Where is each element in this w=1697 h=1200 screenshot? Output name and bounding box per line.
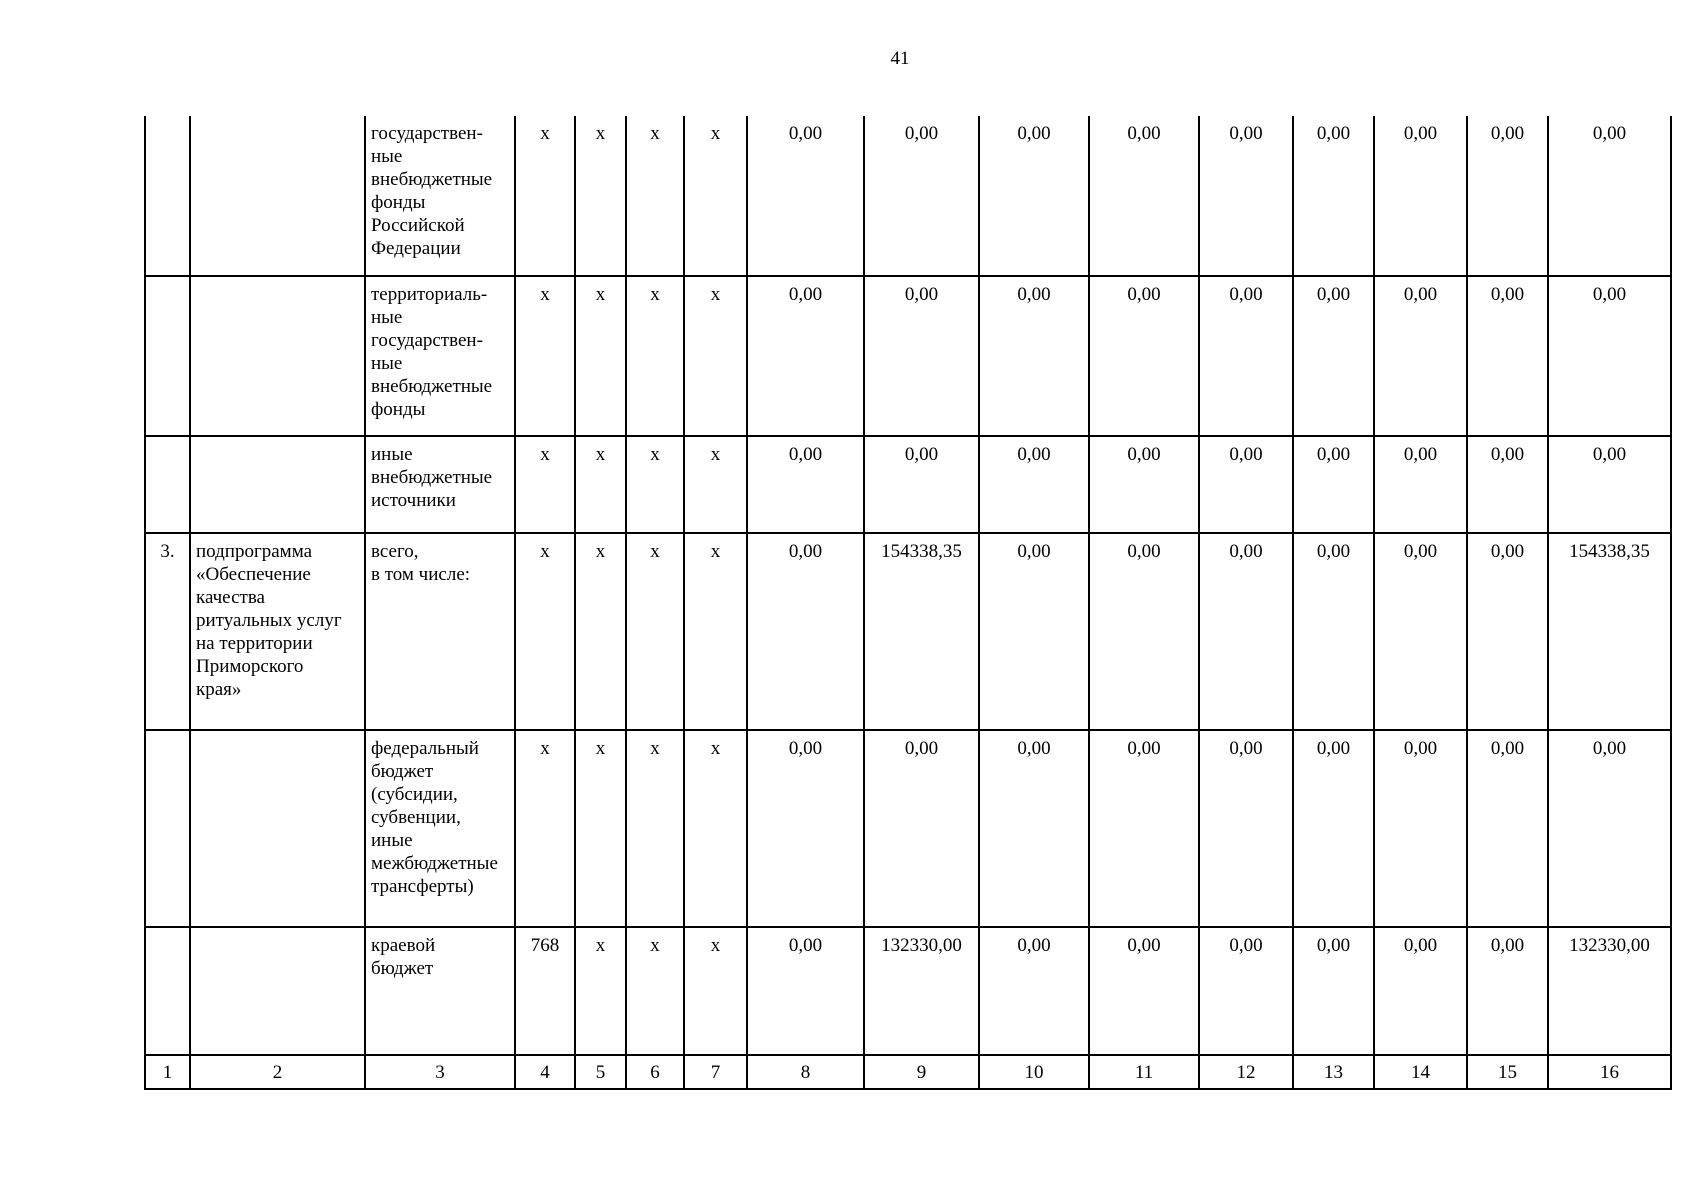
cell-col-11: 0,00 [1089, 927, 1199, 1055]
cell-funding-source: федеральный бюджет (субсидии, субвенции, иные межбюджетные трансферты) [365, 730, 515, 927]
cell-col-11: 0,00 [1089, 533, 1199, 730]
cell-col-5: х [575, 276, 626, 436]
column-number-cell: 9 [864, 1055, 979, 1089]
cell-col-4: х [515, 533, 575, 730]
cell-row-number [145, 436, 190, 533]
cell-funding-source: краевой бюджет [365, 927, 515, 1055]
cell-col-6: х [626, 927, 684, 1055]
cell-col-11: 0,00 [1089, 116, 1199, 276]
cell-col-14: 0,00 [1374, 436, 1467, 533]
cell-col-15: 0,00 [1467, 927, 1548, 1055]
cell-col-8: 0,00 [747, 533, 864, 730]
cell-col-12: 0,00 [1199, 116, 1293, 276]
column-number-cell: 5 [575, 1055, 626, 1089]
cell-col-9: 0,00 [864, 436, 979, 533]
cell-col-14: 0,00 [1374, 730, 1467, 927]
column-number-cell: 4 [515, 1055, 575, 1089]
cell-col-16: 0,00 [1548, 116, 1671, 276]
cell-col-4: х [515, 276, 575, 436]
column-number-cell: 12 [1199, 1055, 1293, 1089]
cell-col-5: х [575, 436, 626, 533]
cell-col-14: 0,00 [1374, 927, 1467, 1055]
cell-col-7: х [684, 927, 747, 1055]
cell-col-11: 0,00 [1089, 436, 1199, 533]
budget-table [144, 116, 1672, 1090]
cell-funding-source: иные внебюджетные источники [365, 436, 515, 533]
table-row [145, 436, 1671, 533]
cell-col-14: 0,00 [1374, 533, 1467, 730]
cell-funding-source: территориаль- ные государствен- ные внебюджетные фонды [365, 276, 515, 436]
cell-col-7: х [684, 436, 747, 533]
cell-col-12: 0,00 [1199, 730, 1293, 927]
cell-row-number [145, 927, 190, 1055]
cell-subprogram-name [190, 730, 365, 927]
column-number-cell: 16 [1548, 1055, 1671, 1089]
cell-col-13: 0,00 [1293, 436, 1374, 533]
column-number-cell: 2 [190, 1055, 365, 1089]
cell-col-13: 0,00 [1293, 927, 1374, 1055]
cell-col-13: 0,00 [1293, 730, 1374, 927]
cell-col-8: 0,00 [747, 436, 864, 533]
column-number-row [145, 1055, 1671, 1089]
cell-funding-source: всего, в том числе: [365, 533, 515, 730]
cell-col-6: х [626, 436, 684, 533]
cell-col-5: х [575, 730, 626, 927]
cell-col-9: 154338,35 [864, 533, 979, 730]
table-row [145, 533, 1671, 730]
cell-col-14: 0,00 [1374, 276, 1467, 436]
column-number-cell: 14 [1374, 1055, 1467, 1089]
cell-col-9: 0,00 [864, 276, 979, 436]
cell-col-7: х [684, 533, 747, 730]
cell-col-6: х [626, 533, 684, 730]
cell-col-15: 0,00 [1467, 533, 1548, 730]
cell-funding-source: государствен- ные внебюджетные фонды Российской Федерации [365, 116, 515, 276]
cell-col-7: х [684, 276, 747, 436]
cell-col-13: 0,00 [1293, 276, 1374, 436]
cell-col-12: 0,00 [1199, 436, 1293, 533]
cell-col-15: 0,00 [1467, 436, 1548, 533]
cell-col-8: 0,00 [747, 927, 864, 1055]
cell-col-5: х [575, 927, 626, 1055]
cell-subprogram-name [190, 276, 365, 436]
cell-col-4: х [515, 436, 575, 533]
column-number-cell: 15 [1467, 1055, 1548, 1089]
column-number-cell: 6 [626, 1055, 684, 1089]
cell-col-15: 0,00 [1467, 730, 1548, 927]
cell-col-5: х [575, 116, 626, 276]
cell-col-5: х [575, 533, 626, 730]
cell-subprogram-name [190, 116, 365, 276]
cell-row-number [145, 730, 190, 927]
cell-col-13: 0,00 [1293, 533, 1374, 730]
cell-col-12: 0,00 [1199, 533, 1293, 730]
cell-col-6: х [626, 116, 684, 276]
cell-row-number [145, 276, 190, 436]
cell-col-6: х [626, 276, 684, 436]
cell-col-16: 0,00 [1548, 276, 1671, 436]
cell-row-number: 3. [145, 533, 190, 730]
cell-col-16: 0,00 [1548, 436, 1671, 533]
cell-col-8: 0,00 [747, 276, 864, 436]
cell-col-10: 0,00 [979, 533, 1089, 730]
cell-col-16: 154338,35 [1548, 533, 1671, 730]
cell-col-7: х [684, 116, 747, 276]
cell-col-4: 768 [515, 927, 575, 1055]
cell-col-7: х [684, 730, 747, 927]
cell-col-11: 0,00 [1089, 276, 1199, 436]
cell-col-9: 0,00 [864, 730, 979, 927]
table-body [145, 116, 1671, 1089]
cell-col-12: 0,00 [1199, 927, 1293, 1055]
cell-col-10: 0,00 [979, 730, 1089, 927]
cell-col-4: х [515, 116, 575, 276]
cell-col-9: 132330,00 [864, 927, 979, 1055]
column-number-cell: 3 [365, 1055, 515, 1089]
cell-subprogram-name [190, 436, 365, 533]
cell-col-9: 0,00 [864, 116, 979, 276]
column-number-cell: 11 [1089, 1055, 1199, 1089]
column-number-cell: 10 [979, 1055, 1089, 1089]
cell-row-number [145, 116, 190, 276]
cell-col-12: 0,00 [1199, 276, 1293, 436]
column-number-cell: 8 [747, 1055, 864, 1089]
cell-col-16: 132330,00 [1548, 927, 1671, 1055]
cell-col-10: 0,00 [979, 276, 1089, 436]
cell-col-4: х [515, 730, 575, 927]
column-number-cell: 1 [145, 1055, 190, 1089]
cell-col-6: х [626, 730, 684, 927]
cell-col-8: 0,00 [747, 730, 864, 927]
cell-subprogram-name: подпрограмма «Обеспечение качества ритуальных услуг на территории Приморского края» [190, 533, 365, 730]
cell-col-8: 0,00 [747, 116, 864, 276]
cell-col-15: 0,00 [1467, 116, 1548, 276]
cell-col-10: 0,00 [979, 116, 1089, 276]
table-row [145, 730, 1671, 927]
table-row [145, 116, 1671, 276]
cell-col-14: 0,00 [1374, 116, 1467, 276]
cell-col-15: 0,00 [1467, 276, 1548, 436]
cell-col-11: 0,00 [1089, 730, 1199, 927]
table-row [145, 927, 1671, 1055]
column-number-cell: 13 [1293, 1055, 1374, 1089]
cell-col-10: 0,00 [979, 927, 1089, 1055]
column-number-cell: 7 [684, 1055, 747, 1089]
cell-col-16: 0,00 [1548, 730, 1671, 927]
cell-col-10: 0,00 [979, 436, 1089, 533]
cell-subprogram-name [190, 927, 365, 1055]
cell-col-13: 0,00 [1293, 116, 1374, 276]
page-number: 41 [890, 48, 910, 69]
table-row [145, 276, 1671, 436]
